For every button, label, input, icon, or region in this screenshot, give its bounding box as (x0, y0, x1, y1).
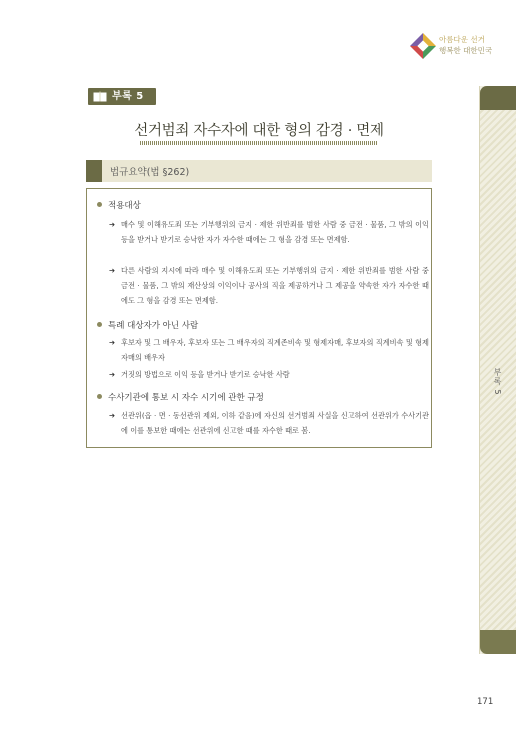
arrow-right-icon: ➔ (109, 220, 116, 229)
appendix-badge (88, 88, 156, 105)
election-logo-icon (410, 33, 436, 59)
law-summary-marker (86, 160, 102, 182)
list-item-text: 다른 사람의 지시에 따라 매수 및 이해유도죄 또는 기부행위의 금지 · 제한 위반죄를 범한 사람 중 금전 · 물품, 그 밖의 재산상의 이익이나 공사의 직을 제공하거나 그 제공을 약속한 자가 자수한 때에도 그 형을 감경 또는 면제함. (121, 266, 429, 305)
list-item-text: 선관위(읍 · 면 · 동선관위 제외, 이하 같음)에 자신의 선거범죄 사실을 신고하여 선관위가 수사기관에 이를 통보한 때에는 선관위에 신고한 때를 자수한 때로 봄. (121, 411, 429, 435)
arrow-right-icon: ➔ (109, 266, 116, 275)
logo-text (439, 34, 492, 56)
list-item-text: 거짓의 방법으로 이익 등을 받거나 받기로 승낙한 사람 (121, 370, 290, 379)
title-underline (140, 141, 378, 145)
content-box (86, 188, 432, 448)
side-tab-label: 부록 5 (493, 368, 502, 396)
logo-line-2: 행복한 대한민국 (439, 46, 493, 55)
logo-line-1: 아름다운 선거 (439, 35, 485, 44)
list-item-text: 매수 및 이해유도죄 또는 기부행위의 금지 · 제한 위반죄를 범한 사람 중 금전 · 물품, 그 밖의 이익 등을 받거나 받기로 승낙한 자가 자수한 때에는 그 형을 감경 또는 면제함. (121, 220, 429, 244)
book-icon (93, 91, 107, 102)
section-title-1 (97, 199, 141, 211)
law-summary-text: 법규요약(법 §262) (110, 167, 190, 178)
list-item (109, 367, 429, 382)
section-title-3 (97, 391, 264, 403)
list-item (109, 217, 429, 247)
list-item-text: 후보자 및 그 배우자, 후보자 또는 그 배우자의 직계존비속 및 형제자매, 후보자의 직계비속 및 형제자매의 배우자 (121, 338, 429, 362)
section-title-2 (97, 319, 198, 331)
list-item (109, 263, 429, 308)
side-tab-bottom (480, 630, 516, 654)
side-tab-top (480, 86, 516, 110)
bullet-dot-icon (97, 394, 102, 399)
page-number: 171 (477, 697, 494, 707)
bullet-dot-icon (97, 322, 102, 327)
section-title-text: 수사기관에 통보 시 자수 시기에 관한 규정 (108, 393, 264, 403)
list-item (109, 408, 429, 438)
appendix-label: 부록 5 (112, 91, 144, 102)
section-title-text: 특례 대상자가 아닌 사람 (108, 321, 199, 331)
page-title: 선거범죄 자수자에 대한 형의 감경 · 면제 (134, 123, 384, 139)
arrow-right-icon: ➔ (109, 370, 116, 379)
arrow-right-icon: ➔ (109, 411, 116, 420)
section-title-text: 적용대상 (108, 201, 141, 211)
list-item (109, 335, 429, 365)
arrow-right-icon: ➔ (109, 338, 116, 347)
law-summary-box (86, 160, 432, 182)
side-tab (479, 86, 516, 654)
bullet-dot-icon (97, 202, 102, 207)
